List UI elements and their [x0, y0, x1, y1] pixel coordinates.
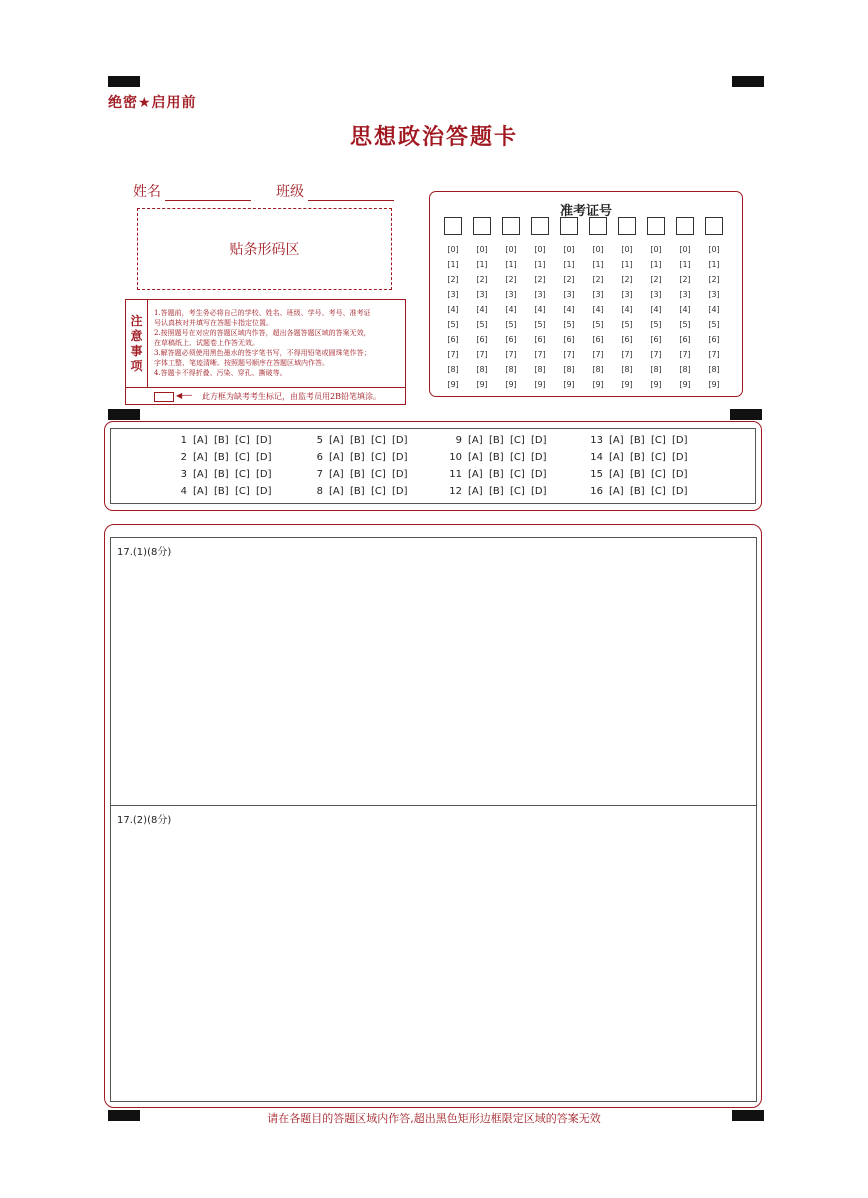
question-number: 1 — [180, 435, 187, 446]
choice-question — [589, 469, 693, 480]
choice-option-bubble[interactable]: [C] — [371, 486, 386, 497]
exam-number-digit-box[interactable] — [676, 217, 694, 235]
exam-number-bubble[interactable]: [2] — [708, 275, 720, 284]
exam-number-digit-box[interactable] — [444, 217, 462, 235]
exam-number-bubble[interactable]: [6] — [563, 335, 575, 344]
exam-number-bubble[interactable]: [4] — [505, 305, 517, 314]
question-number: 3 — [180, 469, 187, 480]
choice-option-bubble[interactable]: [C] — [651, 452, 666, 463]
choice-question — [448, 469, 552, 480]
exam-number-bubble[interactable]: [1] — [563, 260, 575, 269]
notes-line: 在草稿纸上、试题卷上作答无效。 — [154, 339, 259, 347]
exam-number-bubble[interactable]: [4] — [563, 305, 575, 314]
choice-option-bubble[interactable]: [C] — [651, 435, 666, 446]
name-field[interactable] — [133, 181, 251, 201]
choice-option-bubble[interactable]: [D] — [256, 435, 272, 446]
exam-number-bubble[interactable]: [9] — [592, 380, 604, 389]
barcode-label: 贴条形码区 — [229, 242, 300, 258]
choice-question — [589, 486, 693, 497]
question-number: 8 — [316, 486, 323, 497]
choice-question — [173, 435, 277, 446]
exam-number-bubble[interactable]: [7] — [563, 350, 575, 359]
question-number: 13 — [590, 435, 603, 446]
choice-option-bubble[interactable]: [D] — [392, 486, 408, 497]
question-number: 10 — [449, 452, 462, 463]
exam-number-bubble[interactable]: [7] — [592, 350, 604, 359]
choice-option-bubble[interactable]: [A] — [609, 486, 624, 497]
notes-heading-char: 意 — [130, 328, 143, 343]
exam-number-bubble[interactable]: [4] — [476, 305, 488, 314]
choice-option-bubble[interactable]: [A] — [193, 435, 208, 446]
choice-option-bubble[interactable]: [B] — [350, 452, 365, 463]
choice-question — [173, 469, 277, 480]
choice-option-bubble[interactable]: [B] — [214, 452, 229, 463]
exam-number-bubble[interactable]: [8] — [563, 365, 575, 374]
notes-line: 4.答题卡不得折叠、污染、穿孔、撕破等。 — [154, 369, 287, 377]
exam-number-bubble[interactable]: [6] — [592, 335, 604, 344]
notes-body — [154, 308, 402, 378]
choice-option-bubble[interactable]: [B] — [630, 452, 645, 463]
question-number: 6 — [316, 452, 323, 463]
exam-number-bubble[interactable]: [2] — [476, 275, 488, 284]
choice-question — [173, 452, 277, 463]
exam-number-bubble[interactable]: [1] — [621, 260, 633, 269]
choice-option-bubble[interactable]: [D] — [531, 435, 547, 446]
choice-option-bubble[interactable]: [C] — [371, 469, 386, 480]
exam-number-bubble[interactable]: [8] — [592, 365, 604, 374]
exam-number-bubble[interactable]: [4] — [679, 305, 691, 314]
choice-option-bubble[interactable]: [D] — [256, 469, 272, 480]
exam-number-digit-box[interactable] — [531, 217, 549, 235]
choice-option-bubble[interactable]: [D] — [531, 486, 547, 497]
choice-option-bubble[interactable]: [A] — [193, 469, 208, 480]
exam-number-bubble[interactable]: [0] — [708, 245, 720, 254]
exam-number-bubble[interactable]: [2] — [679, 275, 691, 284]
choice-option-bubble[interactable]: [D] — [531, 469, 547, 480]
exam-number-bubble[interactable]: [8] — [679, 365, 691, 374]
name-label: 姓名 — [133, 184, 161, 200]
choice-option-bubble[interactable]: [C] — [510, 435, 525, 446]
choice-question — [448, 452, 552, 463]
choice-option-bubble[interactable]: [D] — [256, 452, 272, 463]
question-number: 2 — [180, 452, 187, 463]
exam-number-bubble[interactable]: [3] — [563, 290, 575, 299]
exam-number-bubble[interactable]: [5] — [476, 320, 488, 329]
choice-option-bubble[interactable]: [C] — [651, 486, 666, 497]
question-number: 15 — [590, 469, 603, 480]
exam-number-bubble[interactable]: [5] — [679, 320, 691, 329]
answer-area[interactable] — [110, 537, 757, 1102]
exam-number-digit-box[interactable] — [560, 217, 578, 235]
exam-number-bubble[interactable]: [2] — [650, 275, 662, 284]
choice-question — [309, 469, 413, 480]
choice-option-bubble[interactable]: [A] — [193, 486, 208, 497]
exam-number-bubble[interactable]: [7] — [679, 350, 691, 359]
choice-option-bubble[interactable]: [D] — [531, 452, 547, 463]
exam-number-bubble[interactable]: [5] — [708, 320, 720, 329]
class-line — [308, 188, 394, 201]
registration-mark-mid-left — [108, 409, 140, 420]
exam-number-bubble[interactable]: [1] — [679, 260, 691, 269]
exam-number-bubble[interactable]: [6] — [621, 335, 633, 344]
answer-divider — [110, 805, 757, 806]
class-label: 班级 — [276, 184, 304, 200]
notes-heading-char: 事 — [130, 343, 143, 358]
absent-checkbox[interactable] — [154, 392, 174, 402]
q17-1-label: 17.(1)(8分) — [117, 547, 172, 558]
exam-number-bubble[interactable]: [7] — [650, 350, 662, 359]
secret-label: 绝密★启用前 — [108, 95, 197, 111]
registration-mark-mid-right — [730, 409, 762, 420]
exam-number-bubble[interactable]: [8] — [505, 365, 517, 374]
choice-option-bubble[interactable]: [C] — [371, 435, 386, 446]
exam-number-bubble[interactable]: [1] — [447, 260, 459, 269]
notes-line: 号认真核对并填写在答题卡指定位置。 — [154, 319, 273, 327]
exam-number-bubble[interactable]: [0] — [592, 245, 604, 254]
exam-number-digit-box[interactable] — [589, 217, 607, 235]
exam-number-bubble[interactable]: [3] — [534, 290, 546, 299]
exam-number-bubble[interactable]: [9] — [505, 380, 517, 389]
exam-number-digit-box[interactable] — [502, 217, 520, 235]
exam-number-bubble[interactable]: [6] — [447, 335, 459, 344]
choice-question — [309, 435, 413, 446]
exam-number-bubble[interactable]: [5] — [447, 320, 459, 329]
question-number: 7 — [316, 469, 323, 480]
choice-option-bubble[interactable]: [C] — [235, 452, 250, 463]
choice-option-bubble[interactable]: [A] — [193, 452, 208, 463]
name-line — [165, 188, 251, 201]
choice-option-bubble[interactable]: [B] — [489, 452, 504, 463]
exam-number-bubble[interactable]: [8] — [621, 365, 633, 374]
exam-number-bubble[interactable]: [3] — [592, 290, 604, 299]
arrow-left-icon: ◀── — [176, 391, 192, 400]
choice-option-bubble[interactable]: [D] — [672, 486, 688, 497]
choice-option-bubble[interactable]: [B] — [350, 486, 365, 497]
exam-number-bubble[interactable]: [3] — [679, 290, 691, 299]
exam-number-bubble[interactable]: [2] — [505, 275, 517, 284]
choice-option-bubble[interactable]: [C] — [510, 486, 525, 497]
exam-number-bubble[interactable]: [0] — [447, 245, 459, 254]
exam-number-bubble[interactable]: [0] — [621, 245, 633, 254]
exam-number-bubble[interactable]: [0] — [476, 245, 488, 254]
question-number: 16 — [590, 486, 603, 497]
exam-number-bubble[interactable]: [5] — [621, 320, 633, 329]
exam-number-bubble[interactable]: [5] — [650, 320, 662, 329]
exam-number-bubble[interactable]: [2] — [621, 275, 633, 284]
exam-number-digit-box[interactable] — [647, 217, 665, 235]
notes-heading-char: 注 — [130, 313, 143, 328]
exam-number-bubble[interactable]: [4] — [447, 305, 459, 314]
exam-number-bubble[interactable]: [9] — [534, 380, 546, 389]
exam-number-bubble[interactable]: [2] — [534, 275, 546, 284]
question-number: 12 — [449, 486, 462, 497]
choice-option-bubble[interactable]: [B] — [489, 469, 504, 480]
choice-option-bubble[interactable]: [A] — [329, 435, 344, 446]
choice-option-bubble[interactable]: [D] — [392, 435, 408, 446]
exam-number-bubble[interactable]: [8] — [447, 365, 459, 374]
question-number: 4 — [180, 486, 187, 497]
exam-number-bubble[interactable]: [9] — [476, 380, 488, 389]
choice-option-bubble[interactable]: [B] — [214, 469, 229, 480]
choice-option-bubble[interactable]: [A] — [329, 452, 344, 463]
exam-number-bubble[interactable]: [7] — [505, 350, 517, 359]
choice-question — [309, 486, 413, 497]
exam-number-bubble[interactable]: [2] — [563, 275, 575, 284]
notes-line: 3.解答题必须使用黑色墨水的签字笔书写，不得用铅笔或圆珠笔作答； — [154, 349, 371, 357]
exam-number-bubble[interactable]: [1] — [505, 260, 517, 269]
choice-option-bubble[interactable]: [C] — [235, 469, 250, 480]
exam-number-bubble[interactable]: [1] — [534, 260, 546, 269]
exam-number-digit-box[interactable] — [618, 217, 636, 235]
choice-option-bubble[interactable]: [B] — [214, 486, 229, 497]
exam-number-bubble[interactable]: [0] — [534, 245, 546, 254]
choice-question — [589, 452, 693, 463]
question-number: 11 — [449, 469, 462, 480]
exam-number-bubble[interactable]: [7] — [476, 350, 488, 359]
exam-number-bubble[interactable]: [5] — [505, 320, 517, 329]
exam-number-bubble[interactable]: [5] — [563, 320, 575, 329]
exam-number-bubble[interactable]: [0] — [679, 245, 691, 254]
notes-box — [125, 299, 406, 405]
exam-number-bubble[interactable]: [7] — [621, 350, 633, 359]
choice-option-bubble[interactable]: [D] — [392, 469, 408, 480]
exam-number-bubble[interactable]: [3] — [476, 290, 488, 299]
exam-number-bubble[interactable]: [8] — [650, 365, 662, 374]
choice-option-bubble[interactable]: [C] — [235, 486, 250, 497]
absent-mark-row — [126, 387, 405, 404]
exam-number-bubble[interactable]: [2] — [592, 275, 604, 284]
exam-number-bubble[interactable]: [1] — [650, 260, 662, 269]
choice-option-bubble[interactable]: [C] — [510, 452, 525, 463]
choice-question — [589, 435, 693, 446]
exam-number-bubble[interactable]: [5] — [534, 320, 546, 329]
notes-line: 1.答题前，考生务必将自己的学校、姓名、班级、学号、考号、准考证 — [154, 309, 371, 317]
exam-number-bubble[interactable]: [6] — [534, 335, 546, 344]
exam-number-bubble[interactable]: [3] — [708, 290, 720, 299]
exam-number-bubble[interactable]: [4] — [708, 305, 720, 314]
barcode-area — [137, 208, 392, 290]
choice-option-bubble[interactable]: [B] — [630, 435, 645, 446]
choice-option-bubble[interactable]: [A] — [468, 486, 483, 497]
exam-number-bubble[interactable]: [4] — [534, 305, 546, 314]
exam-number-bubble[interactable]: [4] — [650, 305, 662, 314]
registration-mark-top-left — [108, 76, 140, 87]
choice-question — [448, 486, 552, 497]
exam-number-bubble[interactable]: [8] — [476, 365, 488, 374]
exam-number-bubble[interactable]: [9] — [563, 380, 575, 389]
choice-option-bubble[interactable]: [A] — [329, 469, 344, 480]
exam-number-digit-box[interactable] — [705, 217, 723, 235]
choice-option-bubble[interactable]: [A] — [609, 452, 624, 463]
exam-number-bubble[interactable]: [3] — [621, 290, 633, 299]
exam-number-bubble[interactable]: [7] — [708, 350, 720, 359]
exam-number-bubble[interactable]: [2] — [447, 275, 459, 284]
exam-number-bubble[interactable]: [9] — [621, 380, 633, 389]
choice-option-bubble[interactable]: [A] — [468, 435, 483, 446]
choice-option-bubble[interactable]: [B] — [350, 469, 365, 480]
choice-option-bubble[interactable]: [A] — [609, 469, 624, 480]
exam-number-bubble[interactable]: [1] — [592, 260, 604, 269]
choice-option-bubble[interactable]: [D] — [672, 452, 688, 463]
exam-number-bubble[interactable]: [8] — [534, 365, 546, 374]
exam-number-digit-box[interactable] — [473, 217, 491, 235]
notes-heading-char: 项 — [130, 358, 143, 373]
question-number: 5 — [316, 435, 323, 446]
choice-option-bubble[interactable]: [D] — [672, 435, 688, 446]
question-number: 9 — [455, 435, 462, 446]
footer-note: 请在各题目的答题区域内作答,超出黑色矩形边框限定区域的答案无效 — [267, 1112, 601, 1125]
choice-option-bubble[interactable]: [D] — [392, 452, 408, 463]
exam-number-bubble[interactable]: [5] — [592, 320, 604, 329]
exam-number-bubble[interactable]: [0] — [563, 245, 575, 254]
choice-question — [448, 435, 552, 446]
exam-number-title: 准考证号 — [559, 204, 612, 219]
exam-number-bubble[interactable]: [4] — [592, 305, 604, 314]
question-number: 14 — [590, 452, 603, 463]
page-title: 思想政治答题卡 — [349, 125, 518, 150]
exam-number-bubble[interactable]: [6] — [505, 335, 517, 344]
exam-number-bubble[interactable]: [9] — [650, 380, 662, 389]
exam-number-bubble[interactable]: [6] — [679, 335, 691, 344]
absent-note: 此方框为缺考考生标记，由监考员用2B铅笔填涂。 — [202, 392, 381, 401]
choice-option-bubble[interactable]: [A] — [468, 469, 483, 480]
choice-option-bubble[interactable]: [D] — [256, 486, 272, 497]
choice-question — [309, 452, 413, 463]
exam-number-bubble[interactable]: [7] — [447, 350, 459, 359]
choice-option-bubble[interactable]: [D] — [672, 469, 688, 480]
registration-mark-top-right — [732, 76, 764, 87]
choice-option-bubble[interactable]: [B] — [214, 435, 229, 446]
choice-option-bubble[interactable]: [B] — [630, 486, 645, 497]
notes-line: 2.按照题号在对应的答题区域内作答，超出各题答题区域的答案无效， — [154, 329, 371, 337]
exam-number-bubble[interactable]: [7] — [534, 350, 546, 359]
choice-option-bubble[interactable]: [C] — [235, 435, 250, 446]
choice-option-bubble[interactable]: [C] — [651, 469, 666, 480]
exam-number-bubble[interactable]: [1] — [476, 260, 488, 269]
choice-option-bubble[interactable]: [C] — [371, 452, 386, 463]
choice-option-bubble[interactable]: [B] — [489, 435, 504, 446]
choice-option-bubble[interactable]: [B] — [350, 435, 365, 446]
choice-option-bubble[interactable]: [A] — [468, 452, 483, 463]
choice-option-bubble[interactable]: [C] — [510, 469, 525, 480]
exam-number-panel — [429, 191, 743, 397]
notes-line: 字体工整、笔迹清晰。按照题号顺序在答题区域内作答。 — [154, 359, 329, 367]
choice-question — [173, 486, 277, 497]
exam-number-bubble[interactable]: [9] — [708, 380, 720, 389]
exam-number-bubble[interactable]: [3] — [447, 290, 459, 299]
exam-number-bubble[interactable]: [9] — [679, 380, 691, 389]
exam-number-bubble[interactable]: [4] — [621, 305, 633, 314]
exam-number-bubble[interactable]: [6] — [476, 335, 488, 344]
choice-option-bubble[interactable]: [A] — [609, 435, 624, 446]
choice-option-bubble[interactable]: [A] — [329, 486, 344, 497]
exam-number-bubble[interactable]: [0] — [505, 245, 517, 254]
choice-option-bubble[interactable]: [B] — [489, 486, 504, 497]
choice-grid — [110, 428, 756, 504]
exam-number-bubble[interactable]: [8] — [708, 365, 720, 374]
q17-2-label: 17.(2)(8分) — [117, 815, 172, 826]
exam-number-bubble[interactable]: [6] — [708, 335, 720, 344]
notes-heading — [126, 300, 148, 387]
choice-option-bubble[interactable]: [B] — [630, 469, 645, 480]
exam-number-bubble[interactable]: [3] — [505, 290, 517, 299]
exam-number-bubble[interactable]: [6] — [650, 335, 662, 344]
exam-number-bubble[interactable]: [0] — [650, 245, 662, 254]
class-field[interactable] — [276, 181, 394, 201]
exam-number-bubble[interactable]: [3] — [650, 290, 662, 299]
exam-number-bubble[interactable]: [1] — [708, 260, 720, 269]
exam-number-bubble[interactable]: [9] — [447, 380, 459, 389]
